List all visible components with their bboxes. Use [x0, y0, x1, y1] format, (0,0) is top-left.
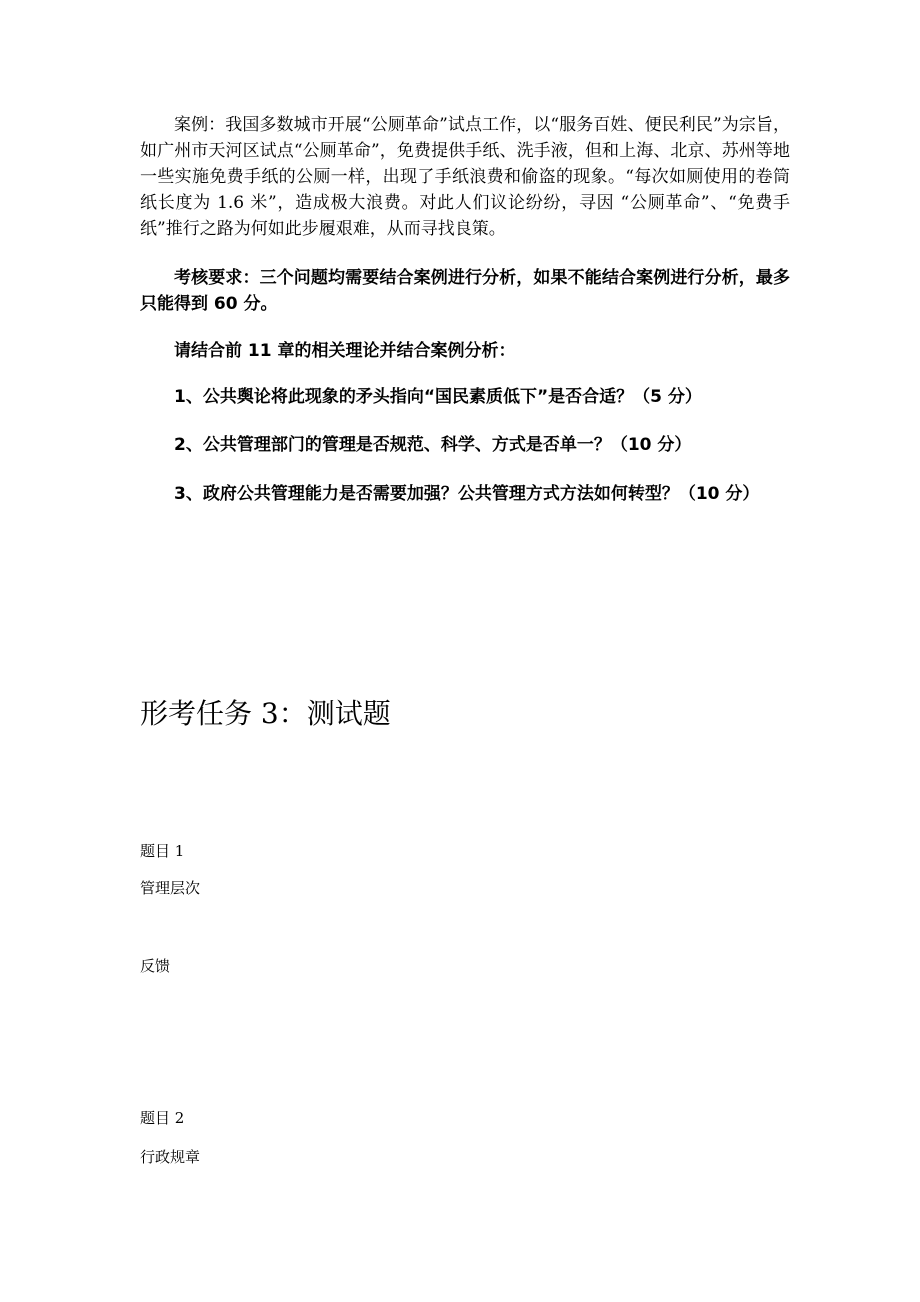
question-1: 1、公共舆论将此现象的矛头指向“国民素质低下”是否合适？（5 分）	[174, 387, 702, 407]
item-1-answer: 管理层次	[140, 879, 201, 897]
question-2: 2、公共管理部门的管理是否规范、科学、方式是否单一？（10 分）	[174, 435, 692, 455]
question-3: 3、政府公共管理能力是否需要加强？公共管理方式方法如何转型？（10 分）	[174, 484, 760, 504]
analysis-instruction: 请结合前 11 章的相关理论并结合案例分析：	[174, 341, 516, 361]
item-1-label: 题目 1	[140, 842, 185, 860]
item-1-feedback: 反馈	[140, 957, 171, 975]
assessment-requirement: 考核要求：三个问题均需要结合案例进行分析，如果不能结合案例进行分析，最多只能得到 60 分。	[140, 268, 790, 314]
task-heading: 形考任务 3：测试题	[140, 697, 391, 730]
case-paragraph: 案例：我国多数城市开展“公厕革命”试点工作，以“服务百姓、便民利民”为宗旨，如广州市天河区试点“公厕革命”，免费提供手纸、洗手液，但和上海、北京、苏州等地一些实施免费手纸的公厕一样，出现了手纸浪费和偷盗的现象。“每次如厕使用的卷筒纸长度为 1.6 米”，造成极大浪费。对此人们议论纷纷，寻因 “公厕革命”、“免费手纸”推行之路为何如此步履艰难，从而寻找良策。	[140, 115, 790, 239]
item-2-label: 题目 2	[140, 1109, 185, 1127]
item-2-answer: 行政规章	[140, 1148, 201, 1166]
